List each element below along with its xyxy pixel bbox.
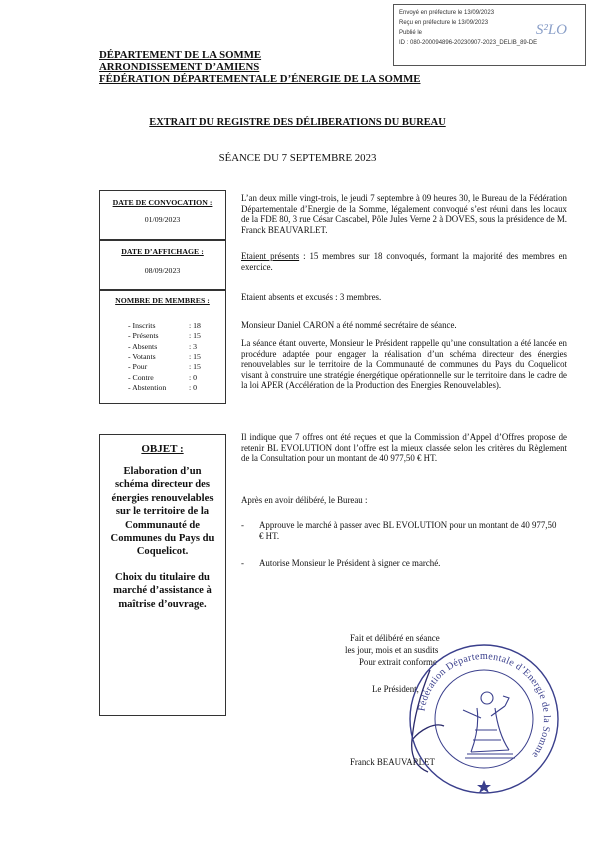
objet-description: Elaboration d’un schéma directeur des énergies renouvelables sur le territoire de la Communauté de Communes du Pays du Coquelicot.	[110, 466, 215, 558]
member-count-value: : 15	[189, 331, 201, 341]
decision-approve: Approuve le marché à passer avec BL EVOLUTION pour un montant de 40 977,50 € HT.	[259, 520, 557, 541]
member-count-label: - Absents	[128, 341, 158, 351]
objet-title: OBJET :	[141, 443, 184, 455]
objet-choice: Choix du titulaire du marché d’assistance à maîtrise d’ouvrage.	[113, 571, 212, 610]
member-count-label: - Inscrits	[128, 321, 156, 330]
president-label: Le Président,	[372, 684, 419, 694]
member-count-value: : 15	[189, 351, 201, 361]
document-title: EXTRAIT DU REGISTRE DES DÉLIBERATIONS DU BUREAU	[149, 117, 446, 128]
seal-text: Fédération Départementale d’Energie de la Somme	[416, 650, 553, 761]
context-paragraph: La séance étant ouverte, Monsieur le Président rappelle qu’une consultation a été lancée en procédure adaptée pour engager la réalisation d’un schéma directeur des énergies renouvelables sur le territoire de la Communauté de communes du Pays du Coquelicot visant à construire une stratégie énergétique opérationnelle sur le territoire dans le cadre de la loi APER (Accélération de la Production des Energies Renouvelables).	[241, 338, 567, 391]
objet-box	[99, 434, 226, 716]
convocation-date: 01/09/2023	[144, 215, 181, 224]
closing-line-1: Fait et délibéré en séance	[350, 633, 440, 643]
affichage-label: DATE D’AFFICHAGE :	[121, 247, 204, 256]
member-count-label: - Votants	[128, 351, 156, 361]
present-label: Etaient présents	[241, 251, 300, 261]
members-label: NOMBRE DE MEMBRES :	[115, 296, 210, 305]
member-count-label: - Présents	[128, 331, 159, 341]
session-date: SÉANCE DU 7 SEPTEMBRE 2023	[218, 152, 377, 164]
member-count-label: - Pour	[128, 362, 148, 372]
stamp-published: Publié le	[399, 30, 423, 36]
member-count-value: : 18	[189, 321, 201, 330]
bullet-dash: -	[241, 558, 244, 568]
stamp-id: ID : 080-200094896-20230907-2023_DELIB_89-DE	[399, 40, 538, 46]
members-box	[99, 290, 226, 404]
convocation-box	[99, 190, 226, 240]
offers-paragraph: Il indique que 7 offres ont été reçues et que la Commission d’Appel d’Offres propose de retenir BL EVOLUTION dont l’offre est la mieux classée selon les critères du Règlement de la Consultation pour un montant de 40 977,50 € HT.	[241, 432, 567, 464]
prefecture-stamp	[393, 4, 586, 66]
absent-paragraph: Etaient absents et excusés : 3 membres.	[241, 292, 382, 302]
deliberation-paragraph: Après en avoir délibéré, le Bureau :	[241, 495, 368, 505]
member-count-value: : 3	[189, 341, 198, 351]
s2low-logo: S²LO	[535, 22, 567, 38]
member-count-value: : 0	[189, 382, 198, 392]
decision-authorize: Autorise Monsieur le Président à signer ce marché.	[259, 558, 441, 568]
federation-seal	[405, 640, 563, 798]
federation-heading: FÉDÉRATION DÉPARTEMENTALE D’ÉNERGIE DE LA SOMME	[99, 73, 421, 85]
arrondissement-heading: ARRONDISSEMENT D’AMIENS	[99, 61, 260, 73]
present-paragraph	[241, 251, 567, 272]
intro-paragraph: L’an deux mille vingt-trois, le jeudi 7 septembre à 09 heures 30, le Bureau de la Fédération Départementale d’Energie de la Somme, légalement convoqué s’est réuni dans les locaux de la FDE 80, 3 rue César Cascabel, Pôle Jules Verne 2 à DOVES, sous la présidence de M. Franck BEAUVARLET.	[241, 193, 567, 235]
secretary-paragraph: Monsieur Daniel CARON a été nommé secrétaire de séance.	[241, 320, 457, 330]
affichage-box	[99, 240, 226, 290]
president-name: Franck BEAUVARLET	[350, 757, 435, 767]
member-count-value: : 0	[189, 372, 198, 382]
convocation-label: DATE DE CONVOCATION :	[112, 198, 213, 207]
stamp-sent-date: Envoyé en préfecture le 13/09/2023	[399, 10, 495, 16]
member-count-value: : 15	[189, 362, 201, 372]
affichage-date: 08/09/2023	[144, 266, 181, 275]
member-count-label: - Abstention	[128, 382, 167, 392]
closing-line-2: les jour, mois et an susdits	[345, 645, 439, 655]
closing-line-3: Pour extrait conforme	[359, 657, 437, 667]
bullet-dash: -	[241, 520, 244, 530]
present-text: : 15 membres sur 18 convoqués, formant la majorité des membres en exercice.	[241, 251, 567, 272]
stamp-received-date: Reçu en préfecture le 13/09/2023	[399, 20, 489, 26]
department-heading: DÉPARTEMENT DE LA SOMME	[99, 49, 262, 61]
member-count-label: - Contre	[128, 372, 154, 382]
